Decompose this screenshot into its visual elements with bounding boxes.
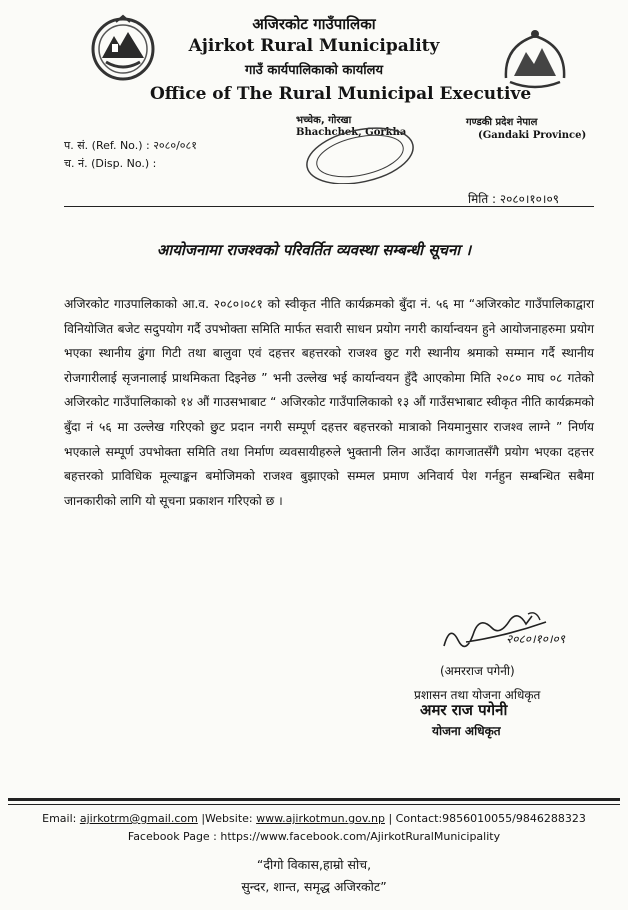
location-en: Bhachchek, Gorkha <box>296 127 407 138</box>
notice-title: आयोजनामा राजश्वको परिवर्तित व्यवस्था सम्बन्धी सूचना । <box>156 241 472 259</box>
email-label: Email: <box>42 812 77 825</box>
date-value: २०८०।१०।०९ <box>499 192 559 206</box>
ref-label: प. सं. (Ref. No.) : <box>64 139 150 152</box>
website-label: |Website: <box>201 812 253 825</box>
signature-date: २०८०।१०।०९ <box>506 632 566 646</box>
reference-number <box>64 138 197 153</box>
email-link[interactable]: ajirkotrm@gmail.com <box>79 812 198 825</box>
office-seal-stamp <box>300 124 420 184</box>
dispatch-number: च. नं. (Disp. No.) : <box>64 157 157 170</box>
footer-divider-thick <box>8 798 620 801</box>
header-divider <box>64 206 594 207</box>
website-link[interactable]: www.ajirkotmun.gov.np <box>256 812 385 825</box>
signatory-stamp-role: योजना अधिकृत <box>432 724 501 738</box>
date-label: मिति : <box>468 192 497 206</box>
office-title-en: Office of The Rural Municipal Executive <box>150 84 532 104</box>
location-np: भच्चेक, गोरखा <box>296 115 352 126</box>
letter-date <box>468 190 559 207</box>
signatory-name: (अमरराज पगेनी) <box>440 664 515 678</box>
municipality-title-np: अजिरकोट गाउँपालिका <box>252 15 376 33</box>
facebook-page-link[interactable]: Facebook Page : https://www.facebook.com/AjirkotRuralMunicipality <box>127 830 501 843</box>
municipality-title-en: Ajirkot Rural Municipality <box>188 36 440 56</box>
contact-numbers: | Contact:9856010055/9846288323 <box>388 812 586 825</box>
slogan-line-2: सुन्दर, शान्त, समृद्ध अजिरकोट” <box>241 879 387 894</box>
signatory-stamp-name: अमर राज पगेनी <box>420 701 508 719</box>
slogan-line-1: “दीगो विकास,हाम्रो सोच, <box>256 857 372 872</box>
province-en: (Gandaki Province) <box>478 130 587 141</box>
notice-body: अजिरकोट गाउपालिकाको आ.व. २०८०।०८१ को स्वीकृत नीति कार्यक्रमको बुँदा नं. ५६ मा “अजिरकोट गाउँपालिकाद्वारा विनियोजित बजेट सदुपयोग गर्दै उपभोक्ता समिति मार्फत सवारी साधन प्रयोग नगरी कार्यान्वयन हुने आयोजनाहरुमा प्रयोग भएका स्थानीय ढुंगा गिटी तथा बालुवा एवं दहत्तर बहत्तरको राजश्व छुट गरी स्थानीय श्रमाको सम्मान गर्दै स्थानीय रोजगारीलाई सृजनालाई प्राथमिकता दिइनेछ ” भनी उल्लेख भई कार्यान्वयन हुँदै आएकोमा मिति २०८० माघ ०८ गतेको अजिरकोट गाउँपालिकाको १४ औं गाउसभाबाट “ अजिरकोट गाउँपालिकाको १३ औं गाउँसभाबाट स्वीकृत नीति कार्यक्रमको बुँदा नं ५६ मा उल्लेख गरिएको छुट प्रदान नगरी सम्पूर्ण दहत्तर बहत्तरको मात्राको नियमानुसार राजश्व लाग्ने ” निर्णय भएकाले सम्पूर्ण उपभोक्ता समिति तथा निर्माण व्यवसायीहरुले भुक्तानी लिन आउँदा कागजातसँगै प्रयोग भएका दहत्तर बहत्तरको प्राविधिक मूल्याङ्कन बमोजिमको राजश्व बुझाएको सम्मल प्रमाण अनिवार्य पेश गर्नहुन सम्बन्धित सबैमा जानकारीको लागि यो सूचना प्रकाशन गरिएको छ । <box>64 297 594 508</box>
ref-value: २०८०/०८१ <box>153 139 197 152</box>
signatory-designation: प्रशासन तथा योजना अधिकृत <box>414 688 541 702</box>
footer-divider-thin <box>8 804 620 805</box>
footer-contact-line <box>0 812 628 825</box>
office-subtitle-np: गाउँ कार्यपालिकाको कार्यालय <box>245 63 383 78</box>
province-np: गण्डकी प्रदेश नेपाल <box>466 117 538 128</box>
